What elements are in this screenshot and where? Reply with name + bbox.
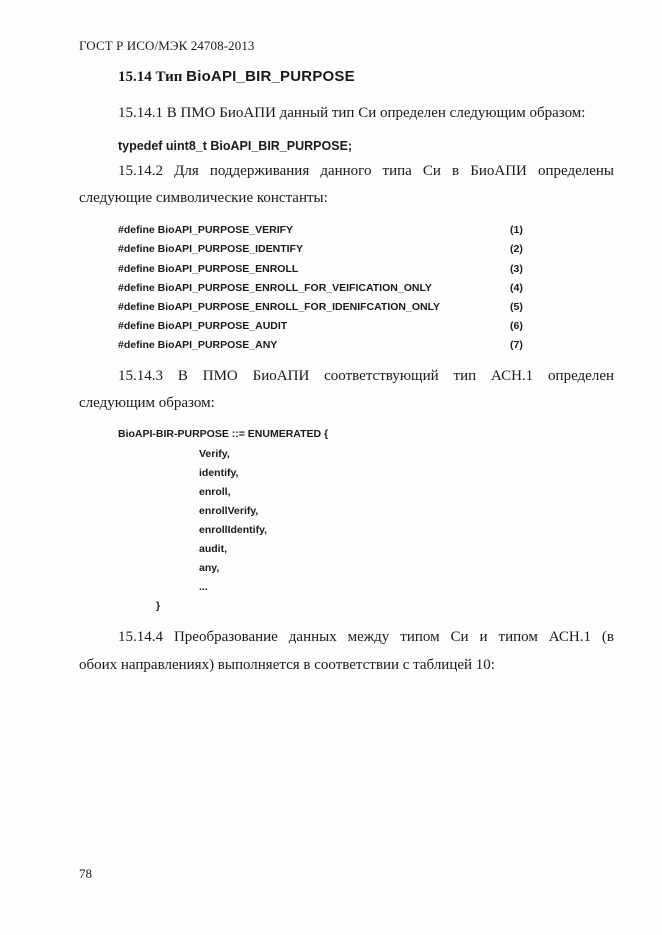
paragraph-15-14-3-line1: 15.14.3 В ПМО БиоАПИ соответствующий тип АСН.1 определен [118, 368, 614, 384]
paragraph-15-14-4-line1: 15.14.4 Преобразование данных между типом Си и типом АСН.1 (в [118, 629, 614, 645]
document-header: ГОСТ Р ИСО/МЭК 24708-2013 [79, 38, 255, 53]
page-number: 78 [79, 866, 92, 881]
define-line: #define BioAPI_PURPOSE_ANY [118, 339, 278, 351]
enum-item: any, [199, 562, 220, 574]
paragraph-15-14-3-line2: следующим образом: [79, 395, 215, 411]
define-number: (3) [510, 263, 523, 275]
section-type-name: BioAPI_BIR_PURPOSE [186, 68, 355, 85]
paragraph-15-14-2-line2: следующие символические константы: [79, 190, 328, 206]
define-number: (1) [510, 224, 523, 236]
define-number: (6) [510, 320, 523, 332]
enum-item: enrollIdentify, [199, 524, 268, 536]
enum-item: enroll, [199, 486, 231, 498]
define-line: #define BioAPI_PURPOSE_AUDIT [118, 320, 288, 332]
paragraph-15-14-1: 15.14.1 В ПМО БиоАПИ данный тип Си определен следующим образом: [118, 105, 586, 121]
enum-item: Verify, [199, 448, 230, 460]
enum-item: audit, [199, 543, 227, 555]
define-line: #define BioAPI_PURPOSE_IDENTIFY [118, 243, 303, 255]
section-number: 15.14 Тип [118, 69, 187, 85]
define-line: #define BioAPI_PURPOSE_VERIFY [118, 224, 294, 236]
define-number: (2) [510, 243, 523, 255]
enum-item: ... [199, 581, 208, 593]
enum-close-brace: } [156, 600, 161, 612]
enum-item: enrollVerify, [199, 505, 259, 517]
typedef-statement: typedef uint8_t BioAPI_BIR_PURPOSE; [118, 139, 353, 153]
define-number: (4) [510, 282, 523, 294]
section-heading [118, 68, 355, 86]
define-line: #define BioAPI_PURPOSE_ENROLL_FOR_VEIFICATION_ONLY [118, 282, 432, 294]
define-number: (7) [510, 339, 523, 351]
enum-header: BioAPI-BIR-PURPOSE ::= ENUMERATED { [118, 428, 329, 440]
enum-item: identify, [199, 467, 239, 479]
define-line: #define BioAPI_PURPOSE_ENROLL [118, 263, 299, 275]
paragraph-15-14-4-line2: обоих направлениях) выполняется в соответствии с таблицей 10: [79, 657, 495, 673]
define-number: (5) [510, 301, 523, 313]
paragraph-15-14-2-line1: 15.14.2 Для поддерживания данного типа Си в БиоАПИ определены [118, 163, 614, 179]
define-line: #define BioAPI_PURPOSE_ENROLL_FOR_IDENIFCATION_ONLY [118, 301, 441, 313]
